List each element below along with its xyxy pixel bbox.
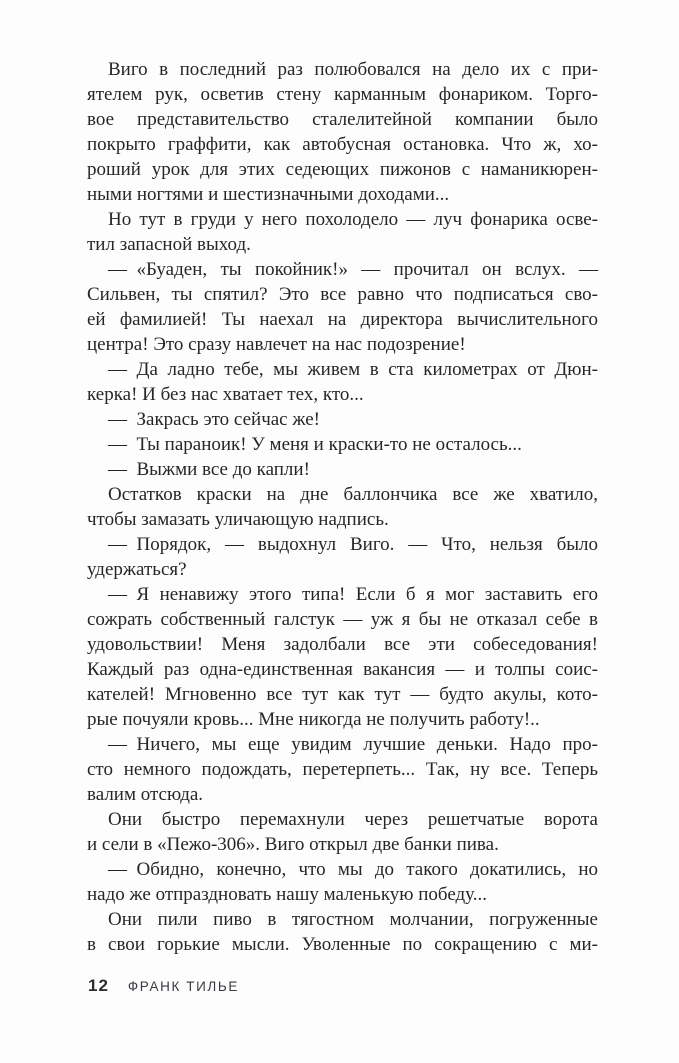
text-line: кателей! Мгновенно все тут как тут — будто акулы, кото- xyxy=(87,684,598,705)
text-line: Они быстро перемахнули через решетчатые ворота xyxy=(108,809,598,830)
text-line: — Ты параноик! У меня и краски-то не осталось... xyxy=(108,434,522,455)
paragraph xyxy=(87,907,598,957)
paragraph xyxy=(87,407,598,432)
text-line: Они пили пиво в тягостном молчании, погруженные xyxy=(108,909,598,930)
text-line: Но тут в груди у него похолодело — луч фонарика осве- xyxy=(108,209,598,230)
paragraph xyxy=(87,432,598,457)
paragraph xyxy=(87,457,598,482)
text-line: — Обидно, конечно, что мы до такого докатились, но xyxy=(108,859,598,880)
text-line: Виго в последний раз полюбовался на дело их с при- xyxy=(108,59,598,80)
text-line: сто немного подождать, перетерпеть... Так, ну все. Теперь xyxy=(87,759,598,780)
text-line: — Да ладно тебе, мы живем в ста километрах от Дюн- xyxy=(108,359,598,380)
paragraph xyxy=(87,257,598,357)
text-line: надо же отпраздновать нашу маленькую победу... xyxy=(87,884,488,905)
text-line: покрыто граффити, как автобусная остановка. Что ж, хо- xyxy=(87,134,598,155)
paragraph xyxy=(87,207,598,257)
text-line: и сели в «Пежо-306». Виго открыл две банки пива. xyxy=(87,834,499,855)
text-line: центра! Это сразу навлечет на нас подозрение! xyxy=(87,334,466,355)
text-line: Каждый раз одна-единственная вакансия — и толпы соис- xyxy=(87,659,598,680)
text-line: рые почуяли кровь... Мне никогда не получить работу!.. xyxy=(87,709,540,730)
paragraph xyxy=(87,357,598,407)
text-line: — Ничего, мы еще увидим лучшие деньки. Надо про- xyxy=(108,734,598,755)
running-title: ФРАНК ТИЛЬЕ xyxy=(127,979,239,994)
paragraph xyxy=(87,532,598,582)
text-line: — Выжми все до капли! xyxy=(108,459,310,480)
text-line: валим отсюда. xyxy=(87,784,204,805)
text-line: — Закрась это сейчас же! xyxy=(108,409,320,430)
paragraph xyxy=(87,582,598,732)
paragraph xyxy=(87,807,598,857)
page-number: 12 xyxy=(88,976,109,995)
text-line: удержаться? xyxy=(87,559,187,580)
paragraph xyxy=(87,482,598,532)
text-line: Сильвен, ты спятил? Это все равно что подписаться сво- xyxy=(87,284,598,305)
text-line: керка! И без нас хватает тех, кто... xyxy=(87,384,364,405)
text-line: ными ногтями и шестизначными доходами... xyxy=(87,184,450,205)
text-line: — Порядок, — выдохнул Виго. — Что, нельзя было xyxy=(108,534,598,555)
text-line: сожрать собственный галстук — уж я бы не отказал себе в xyxy=(87,609,598,630)
text-line: — Я ненавижу этого типа! Если б я мог заставить его xyxy=(108,584,598,605)
text-line: в свои горькие мысли. Уволенные по сокращению с ми- xyxy=(87,934,598,955)
paragraph xyxy=(87,57,598,207)
text-line: Остатков краски на дне баллончика все же хватило, xyxy=(108,484,598,505)
text-line: вое представительство сталелитейной компании было xyxy=(87,109,598,130)
text-line: ей фамилией! Ты наехал на директора вычислительного xyxy=(87,309,598,330)
text-line: ятелем рук, осветив стену карманным фонариком. Торго- xyxy=(87,84,598,105)
text-line: роший урок для этих седеющих пижонов с наманикюрен- xyxy=(87,159,598,180)
text-line: — «Буаден, ты покойник!» — прочитал он вслух. — xyxy=(108,259,598,280)
text-body xyxy=(87,57,598,957)
page-footer xyxy=(88,976,239,996)
text-line: чтобы замазать уличающую надпись. xyxy=(87,509,389,530)
text-line: удовольствии! Меня задолбали все эти собеседования! xyxy=(87,634,598,655)
paragraph xyxy=(87,857,598,907)
paragraph xyxy=(87,732,598,807)
text-line: тил запасной выход. xyxy=(87,234,251,255)
